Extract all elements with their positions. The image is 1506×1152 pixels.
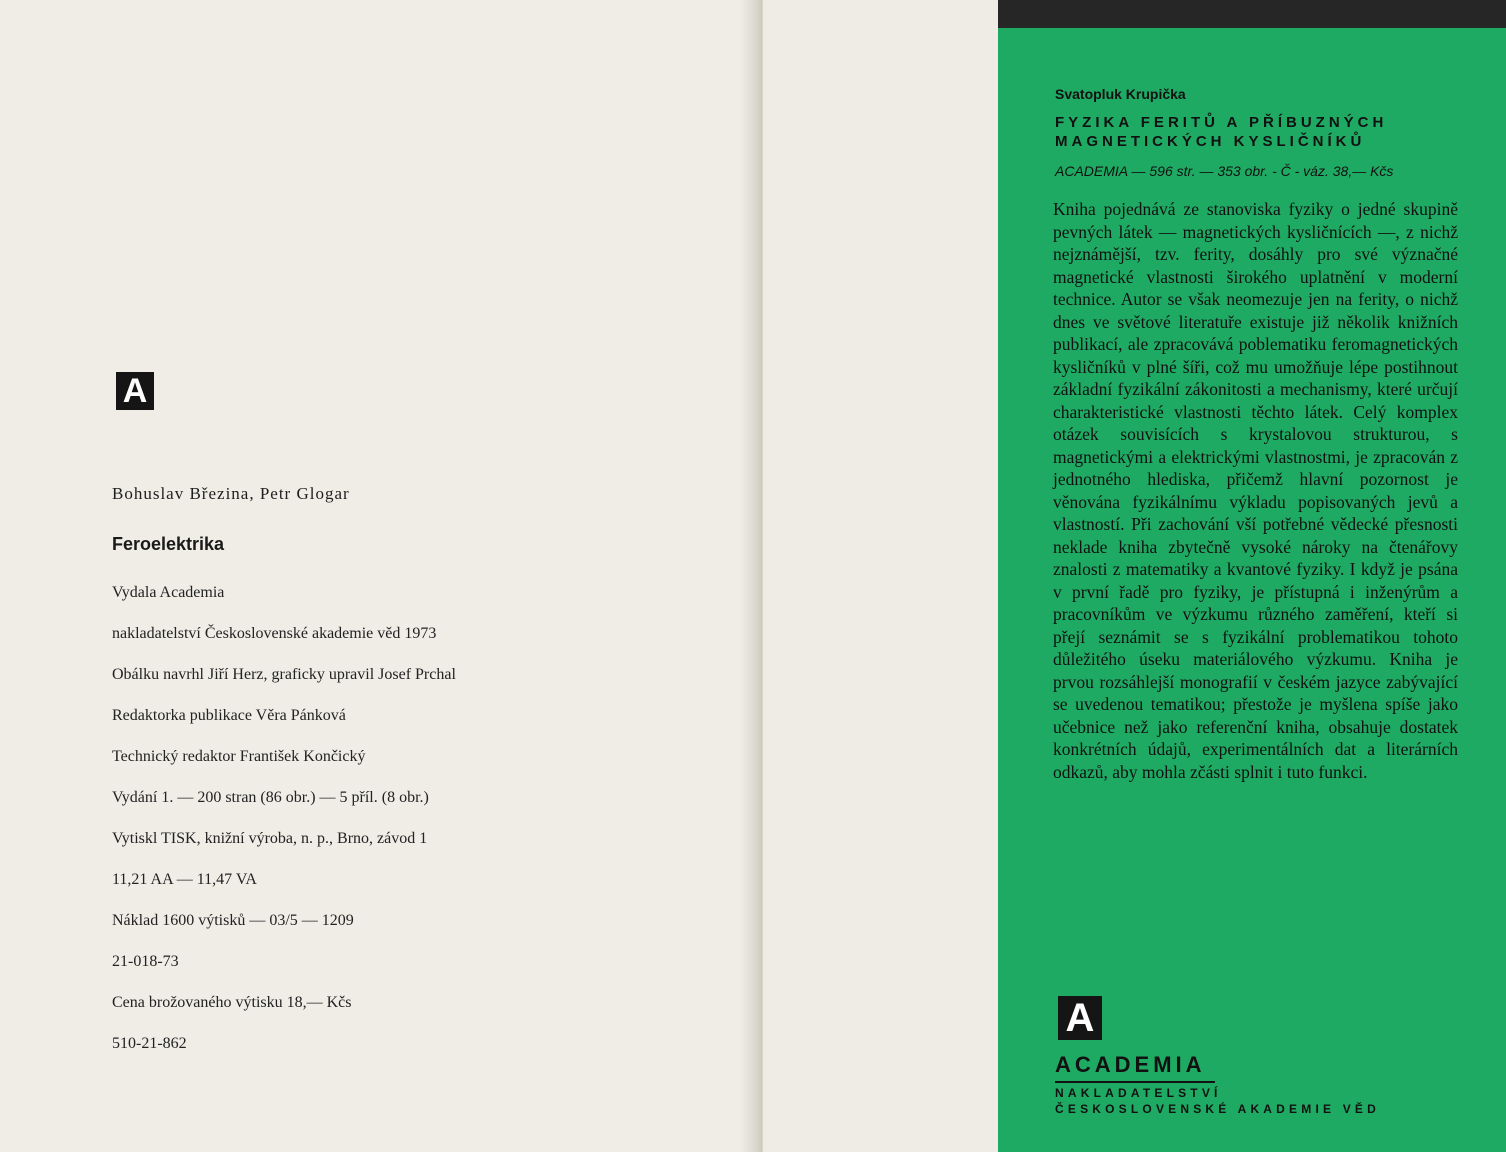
book-gutter [740,0,764,1152]
advert-description: Kniha pojednává ze stanoviska fyziky o jedné skupině pevných látek — magnetických kysličnících —, z nichž nejznámější, tzv. ferity, dosáhly pro své význačné magnetické vlastnosti širokého uplatnění v moderní technice. Autor se však neomezuje jen na ferity, o nichž dnes ve světové literatuře existuje již několik knižních publikací, ale zpracovává poblematiku feromagnetických kysličníků v plné šíři, což mu umožňuje lépe postihnout základní fyzikální zákonitosti a mechanismy, které určují charakteristické vlastnosti těchto látek. Celý komplex otázek souvisících s krystalovou strukturou, s magnetickými a elektrickými vlastnostmi, je zpracován z jednotného hlediska, přičemž hlavní pozornost je věnována fyzikálnímu výkladu popisovaných jevů a vlastností. Při zachování vší potřebné vědecké přesnosti neklade kniha zbytečně vysoké nároky na čtenářovy znalosti z matematiky a kvantové fyziky. I když je psána v první řadě pro fyziky, je přístupná i inženýrům a pracovníkům ve výzkumu různého zaměření, kteří si přejí seznámit se s fyzikální problematikou tohoto důležitého úseku materiálového výzkumu. Kniha je prvou rozsáhlejší monografií v českém jazyce zabývající se uvedenou tematikou; přestože je myšlena spíše jako učebnice než jako referenční kniha, obsahuje dostatek konkrétních údajů, experimentálních dat a literárních odkazů, aby mohla zčásti splnit i tuto funkci. [1053,199,1458,782]
colophon-line: Redaktorka publikace Věra Pánková [112,707,346,724]
colophon-line: Cena brožovaného výtisku 18,— Kčs [112,994,352,1011]
divider [1055,1081,1215,1083]
colophon-line: Technický redaktor František Končický [112,748,366,765]
colophon-line: 21-018-73 [112,953,179,970]
academia-logo-icon: A [116,372,154,410]
colophon [112,584,456,1076]
colophon-line: Vydání 1. — 200 stran (86 obr.) — 5 příl. (8 obr.) [112,789,429,806]
colophon-line: 11,21 AA — 11,47 VA [112,871,257,888]
publisher-line: NAKLADATELSTVÍ [1055,1086,1222,1100]
advert-title-line: MAGNETICKÝCH KYSLIČNÍKŮ [1055,133,1366,150]
colophon-line: Náklad 1600 výtisků — 03/5 — 1209 [112,912,354,929]
advert-author: Svatopluk Krupička [1055,86,1186,102]
advert-title [1055,113,1387,151]
book-authors: Bohuslav Březina, Petr Glogar [112,484,350,503]
advert-title-line: FYZIKA FERITŮ A PŘÍBUZNÝCH [1055,114,1388,131]
colophon-line: nakladatelství Československé akademie věd 1973 [112,625,437,642]
colophon-line: Vydala Academia [112,584,225,601]
colophon-line: Vytiskl TISK, knižní výroba, n. p., Brno, závod 1 [112,830,428,847]
publisher-subtitle [1055,1085,1380,1117]
top-strip [998,0,1506,28]
book-title: Feroelektrika [112,534,225,554]
colophon-line: Obálku navrhl Jiří Herz, graficky upravil Josef Prchal [112,666,456,683]
publisher-line: ČESKOSLOVENSKÉ AKADEMIE VĚD [1055,1102,1380,1116]
academia-logo-icon: A [1058,996,1102,1040]
blank-page [762,0,999,1152]
colophon-line: 510-21-862 [112,1035,187,1052]
publisher-name: ACADEMIA [1055,1052,1206,1077]
advert-price: ACADEMIA — 596 str. — 353 obr. - Č - váz. 38,— Kčs [1055,163,1394,179]
